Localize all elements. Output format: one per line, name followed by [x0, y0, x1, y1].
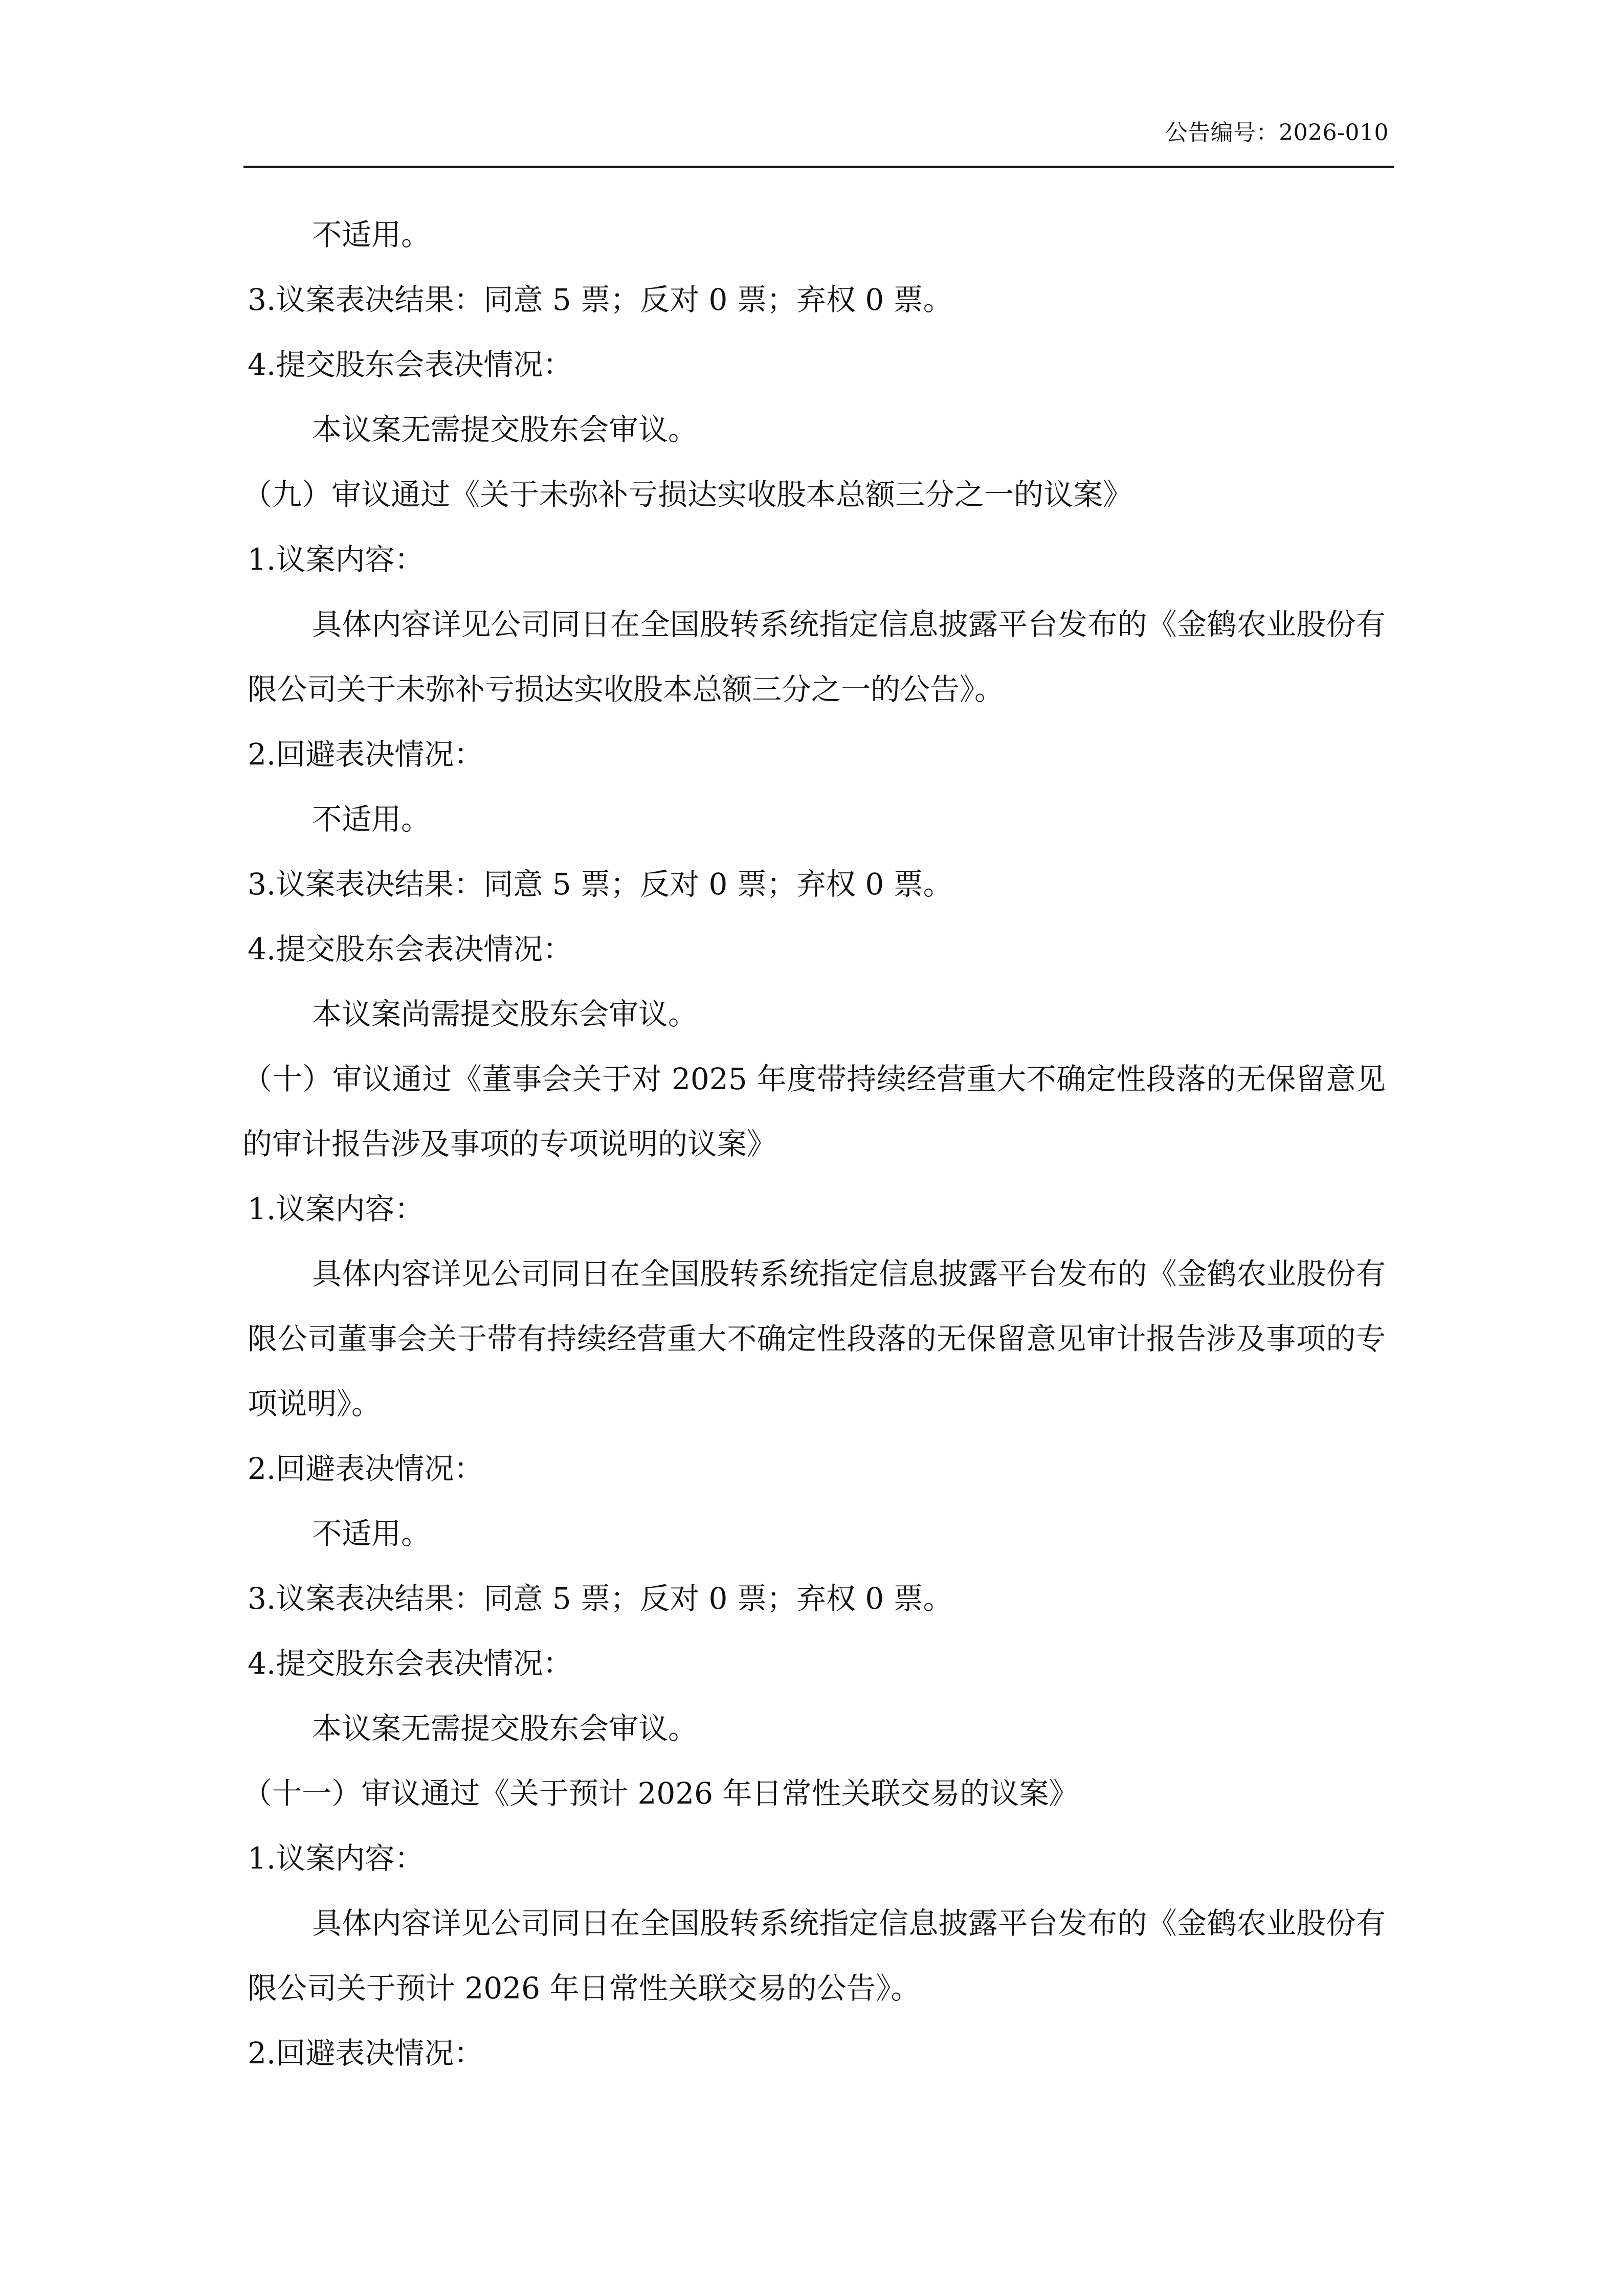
paragraph-shareholder-submission-label: 4.提交股东会表决情况： — [248, 1646, 573, 1681]
paragraph-recusal-label: 2.回避表决情况： — [248, 2036, 484, 2070]
paragraph-proposal-content: 具体内容详见公司同日在全国股转系统指定信息披露平台发布的《金鹤农业股份有限公司关于未弥补亏损达实收股本总额三分之一的公告》。 — [248, 607, 1386, 707]
paragraph-submission-required: 本议案尚需提交股东会审议。 — [312, 997, 698, 1031]
paragraph-shareholder-submission-label: 4.提交股东会表决情况： — [248, 932, 573, 966]
section-heading-10: （十）审议通过《董事会关于对 2025 年度带持续经营重大不确定性段落的无保留意见的审计报告涉及事项的专项说明的议案》 — [242, 1062, 1386, 1161]
paragraph-proposal-content-label: 1.议案内容： — [248, 1841, 425, 1876]
paragraph-no-submission-required: 本议案无需提交股东会审议。 — [312, 412, 698, 447]
section-heading-9: （九）审议通过《关于未弥补亏损达实收股本总额三分之一的议案》 — [242, 477, 1133, 512]
section-heading-11: （十一）审议通过《关于预计 2026 年日常性关联交易的议案》 — [242, 1776, 1079, 1811]
paragraph-vote-result: 3.议案表决结果：同意 5 票；反对 0 票；弃权 0 票。 — [248, 1581, 953, 1616]
paragraph-recusal-label: 2.回避表决情况： — [248, 737, 484, 772]
paragraph-proposal-content: 具体内容详见公司同日在全国股转系统指定信息披露平台发布的《金鹤农业股份有限公司关于预计 2026 年日常性关联交易的公告》。 — [248, 1906, 1386, 2006]
paragraph-proposal-content-label: 1.议案内容： — [248, 542, 425, 577]
announcement-number: 公告编号：2026-010 — [1165, 120, 1389, 146]
paragraph-no-submission-required: 本议案无需提交股东会审议。 — [312, 1711, 698, 1746]
document-body — [242, 202, 1386, 2086]
paragraph-recusal-label: 2.回避表决情况： — [248, 1451, 484, 1486]
paragraph-proposal-content-label: 1.议案内容： — [248, 1191, 425, 1226]
paragraph-shareholder-submission-label: 4.提交股东会表决情况： — [248, 347, 573, 382]
paragraph-vote-result: 3.议案表决结果：同意 5 票；反对 0 票；弃权 0 票。 — [248, 867, 953, 902]
paragraph-not-applicable: 不适用。 — [312, 1516, 431, 1551]
paragraph-not-applicable: 不适用。 — [312, 802, 431, 837]
paragraph-not-applicable: 不适用。 — [312, 217, 431, 252]
paragraph-proposal-content: 具体内容详见公司同日在全国股转系统指定信息披露平台发布的《金鹤农业股份有限公司董事会关于带有持续经营重大不确定性段落的无保留意见审计报告涉及事项的专项说明》。 — [248, 1256, 1386, 1421]
paragraph-vote-result: 3.议案表决结果：同意 5 票；反对 0 票；弃权 0 票。 — [248, 282, 953, 317]
header-divider — [243, 166, 1394, 168]
